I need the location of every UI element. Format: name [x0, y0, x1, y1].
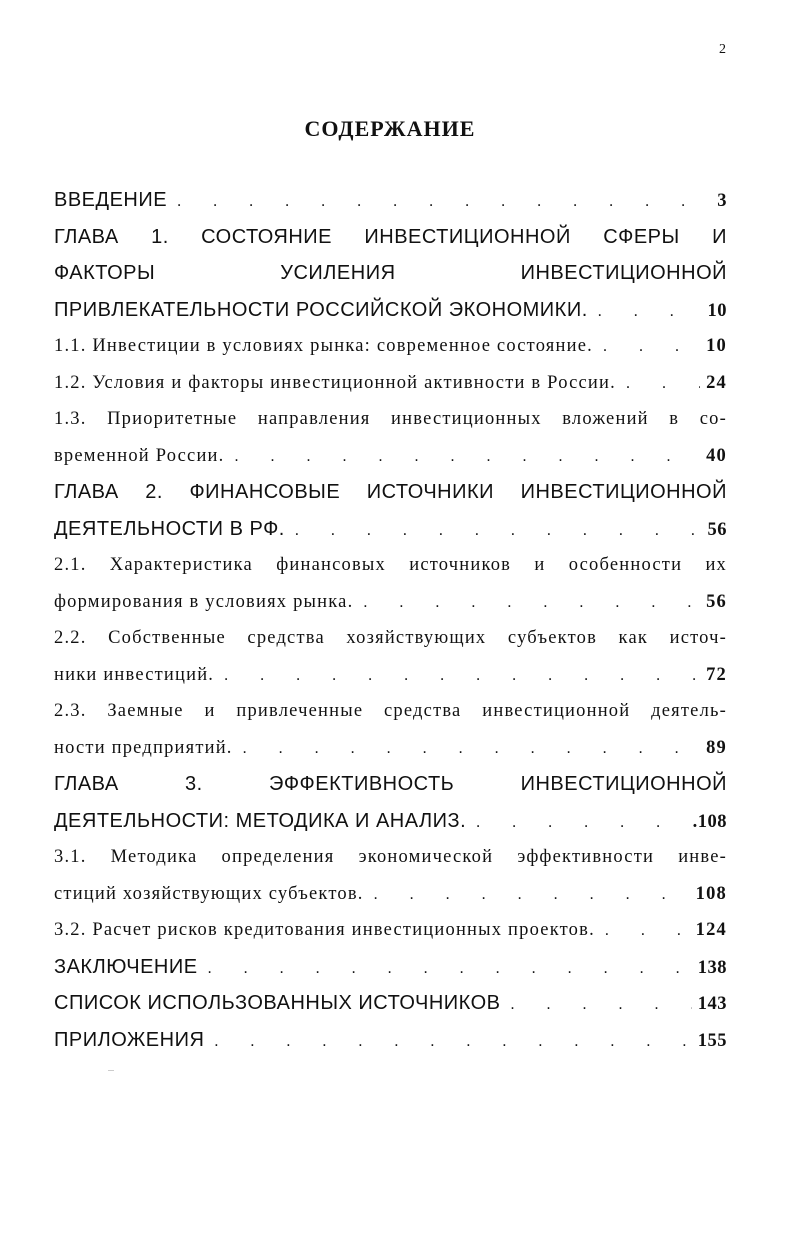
toc-entry-text: ФАКТОРЫ УСИЛЕНИЯ ИНВЕСТИЦИОННОЙ [54, 262, 727, 284]
toc-page-number: 72 [706, 664, 727, 685]
toc-page-number: .108 [692, 811, 727, 832]
dot-leader [214, 658, 700, 695]
toc-section-entry [54, 839, 727, 912]
toc-line [54, 255, 727, 292]
toc-entry-text: временной России. [54, 445, 225, 466]
toc-line [54, 657, 727, 694]
toc-entry-text: ВВЕДЕНИЕ [54, 189, 168, 211]
toc-entry-text: ПРИЛОЖЕНИЯ [54, 1028, 205, 1051]
toc-page-number: 124 [695, 920, 727, 940]
toc-chapter-entry [54, 474, 727, 547]
toc-entry-text: 2.3. Заемные и привлеченные средства инвестиционной деятель- [54, 701, 727, 721]
toc-line [54, 912, 727, 949]
toc-line [54, 328, 727, 365]
toc-section-entry [54, 365, 727, 402]
toc-section-entry [54, 693, 727, 766]
toc-entry-text: 1.3. Приоритетные направления инвестиционных вложений в со- [54, 409, 727, 429]
page-title: СОДЕРЖАНИЕ [304, 116, 476, 141]
toc-page-number: 56 [707, 519, 727, 540]
toc-chapter-entry [54, 766, 727, 839]
toc-line [54, 766, 727, 803]
dot-leader [588, 294, 702, 331]
dot-leader [198, 951, 692, 988]
toc-section-entry [54, 547, 727, 620]
toc-page-number: 89 [706, 737, 727, 758]
toc-entry-text: ГЛАВА 1. СОСТОЯНИЕ ИНВЕСТИЦИОННОЙ СФЕРЫ И [54, 225, 727, 248]
toc-line [54, 584, 727, 621]
toc-entry-text: ГЛАВА 3. ЭФФЕКТИВНОСТЬ ИНВЕСТИЦИОННОЙ [54, 773, 727, 795]
toc-line [54, 547, 727, 584]
page-number: 2 [719, 42, 726, 57]
dot-leader [364, 877, 690, 914]
toc-line [54, 182, 727, 219]
toc-section-entry [54, 328, 727, 365]
toc-entry-text: стиций хозяйствующих субъектов. [54, 883, 364, 904]
dot-leader [353, 585, 700, 622]
toc-line [54, 438, 727, 475]
toc-entry-text: ГЛАВА 2. ФИНАНСОВЫЕ ИСТОЧНИКИ ИНВЕСТИЦИОННОЙ [54, 481, 727, 503]
toc-entry-text: 2.2. Собственные средства хозяйствующих субъектов как источ- [54, 628, 727, 648]
dot-leader [233, 731, 700, 768]
toc-entry-text: 2.1. Характеристика финансовых источников и особенности их [54, 555, 727, 575]
toc-chapter-entry [54, 985, 727, 1022]
toc-entry-text: 3.1. Методика определения экономической эффективности инве- [54, 847, 727, 867]
toc-line [54, 620, 727, 657]
toc-page-number: 108 [695, 883, 727, 904]
dot-leader [616, 366, 700, 403]
toc-page-number: 56 [706, 591, 727, 612]
toc-chapter-entry [54, 182, 727, 219]
toc-line [54, 401, 727, 438]
table-of-contents [54, 182, 727, 1058]
toc-line [54, 803, 727, 840]
toc-entry-text: 1.1. Инвестиции в условиях рынка: современное состояние. [54, 336, 593, 356]
toc-entry-text: ЗАКЛЮЧЕНИЕ [54, 955, 198, 978]
dot-leader [593, 329, 700, 366]
dot-leader [167, 184, 711, 221]
toc-line [54, 730, 727, 767]
toc-line [54, 839, 727, 876]
toc-chapter-entry [54, 949, 727, 986]
toc-chapter-entry [54, 1022, 727, 1059]
toc-section-entry [54, 401, 727, 474]
toc-line [54, 1022, 727, 1059]
toc-entry-text: СПИСОК ИСПОЛЬЗОВАННЫХ ИСТОЧНИКОВ [54, 992, 501, 1014]
dot-leader [466, 805, 686, 842]
toc-entry-text: 3.2. Расчет рисков кредитования инвестиционных проектов. [54, 920, 595, 940]
toc-line [54, 949, 727, 986]
toc-line [54, 985, 727, 1022]
toc-page-number: 3 [717, 191, 727, 211]
dot-leader [595, 913, 690, 950]
toc-line [54, 365, 727, 402]
toc-chapter-entry [54, 219, 727, 329]
toc-page-number: 143 [697, 994, 727, 1014]
toc-page-number: 138 [697, 957, 727, 978]
dot-leader [204, 1024, 691, 1061]
toc-entry-text: 1.2. Условия и факторы инвестиционной активности в России. [54, 372, 616, 393]
toc-page-number: 155 [697, 1030, 727, 1051]
toc-entry-text: ности предприятий. [54, 737, 233, 758]
toc-page-number: 40 [706, 445, 727, 466]
toc-page-number: 24 [706, 372, 727, 393]
toc-line [54, 292, 727, 329]
toc-line [54, 693, 727, 730]
toc-entry-text: формирования в условиях рынка. [54, 591, 354, 612]
toc-line [54, 219, 727, 256]
toc-line [54, 511, 727, 548]
scan-speck [108, 1070, 114, 1071]
toc-entry-text: ДЕЯТЕЛЬНОСТИ: МЕТОДИКА И АНАЛИЗ. [54, 809, 467, 832]
toc-entry-text: ПРИВЛЕКАТЕЛЬНОСТИ РОССИЙСКОЙ ЭКОНОМИКИ. [54, 298, 588, 321]
toc-line [54, 474, 727, 511]
dot-leader [224, 439, 700, 476]
toc-entry-text: ники инвестиций. [54, 664, 215, 685]
toc-page-number: 10 [707, 300, 727, 321]
toc-section-entry [54, 912, 727, 949]
toc-entry-text: ДЕЯТЕЛЬНОСТИ В РФ. [54, 517, 285, 540]
toc-line [54, 876, 727, 913]
dot-leader [501, 987, 692, 1024]
dot-leader [285, 513, 702, 550]
toc-section-entry [54, 620, 727, 693]
toc-page-number: 10 [706, 336, 727, 356]
